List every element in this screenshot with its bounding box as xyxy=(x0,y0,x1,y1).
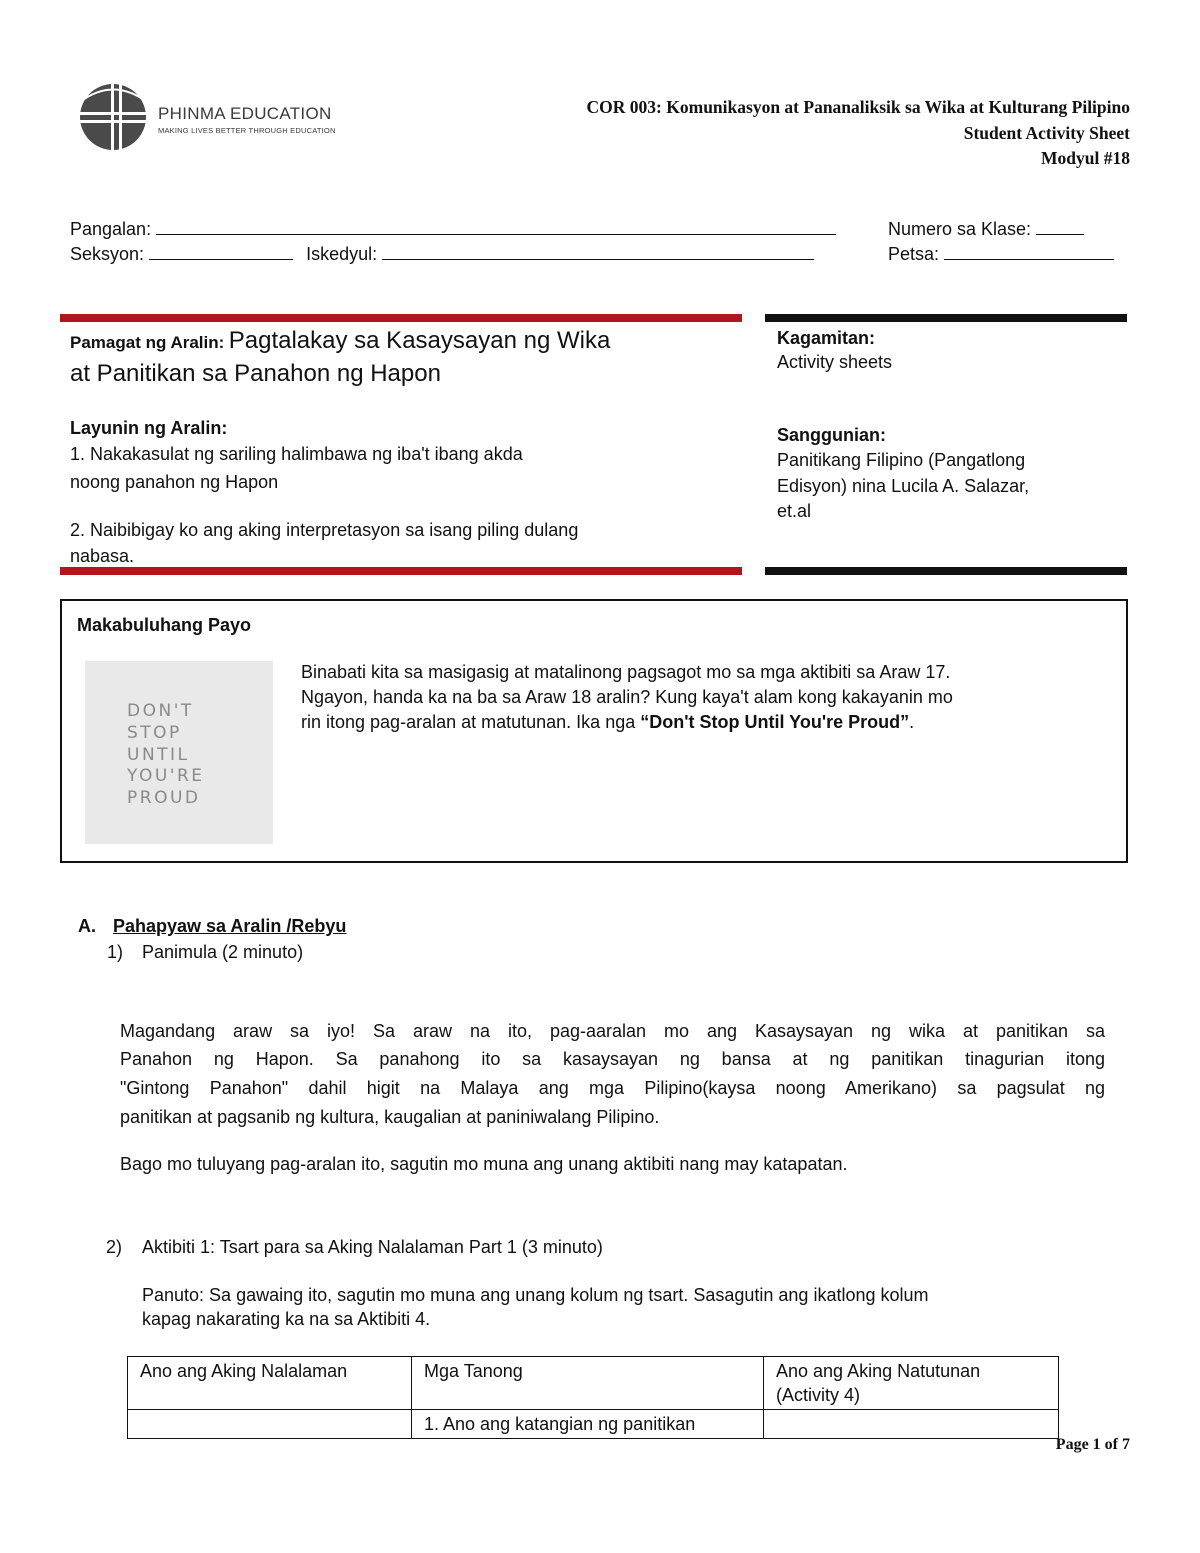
header-learned-line2: (Activity 4) xyxy=(776,1385,861,1405)
reference-line2: Edisyon) nina Lucila A. Salazar, xyxy=(777,476,1030,496)
materials-top-bar xyxy=(765,314,1127,322)
item-2-number: 2) xyxy=(106,1237,123,1257)
lesson-title-line2: at Panitikan sa Panahon ng Hapon xyxy=(70,360,441,387)
intro-para-line3: "Gintong Panahon" dahil higit na Malaya ang mga Pilipino(kaysa noong Amerikano) sa pagsulat ng xyxy=(120,1078,1105,1098)
objective-2-line2: nabasa. xyxy=(70,546,135,566)
class-number-field xyxy=(888,218,1084,240)
advice-line3-text: rin itong pag-aralan at matutunan. Ika nga xyxy=(301,712,641,732)
reference-line1: Panitikang Filipino (Pangatlong xyxy=(777,450,1026,470)
intro-para-line1: Magandang araw sa iyo! Sa araw na ito, pag-aaralan mo ang Kasaysayan ng wika at panitikan sa xyxy=(120,1021,1105,1041)
sheet-title: Student Activity Sheet xyxy=(963,123,1130,143)
lesson-title-label: Pamagat ng Aralin: xyxy=(70,333,225,352)
image-line-3: UNTIL xyxy=(127,745,190,765)
materials-label: Kagamitan: xyxy=(777,328,876,348)
objective-1-line2: noong panahon ng Hapon xyxy=(70,472,279,492)
instructions-line2: kapag nakarating ka na sa Aktibiti 4. xyxy=(142,1309,431,1329)
lesson-title xyxy=(70,326,610,392)
cell-question-1: 1. Ano ang katangian ng panitikan xyxy=(412,1410,764,1439)
advice-line2: Ngayon, handa ka na ba sa Araw 18 aralin? Kung kaya't alam kong kakayanin mo xyxy=(301,687,953,707)
intro-para-line2: Panahon ng Hapon. Sa panahong ito sa kasaysayan ng bansa at ng panitikan tinagurian itong xyxy=(120,1049,1105,1069)
name-blank[interactable] xyxy=(156,218,836,235)
date-blank[interactable] xyxy=(944,243,1114,260)
advice-quote: “Don't Stop Until You're Proud” xyxy=(640,712,910,732)
schedule-label: Iskedyul: xyxy=(306,244,378,264)
cell-learned-1[interactable] xyxy=(764,1410,1059,1439)
header-learned xyxy=(764,1357,1059,1410)
schedule-blank[interactable] xyxy=(382,243,814,260)
materials-value: Activity sheets xyxy=(777,352,893,372)
lesson-title-line1: Pagtalakay sa Kasaysayan ng Wika xyxy=(228,327,611,354)
logo-brand: PHINMA EDUCATION xyxy=(158,104,332,123)
name-field xyxy=(70,218,836,240)
kwl-chart-table xyxy=(127,1356,1059,1439)
section-a-letter: A. xyxy=(78,916,96,936)
image-line-5: PROUD xyxy=(127,788,201,808)
section-a-title: Pahapyaw sa Aralin /Rebyu xyxy=(113,916,347,936)
course-title: COR 003: Komunikasyon at Pananaliksik sa Wika at Kulturang Pilipino xyxy=(586,97,1130,117)
image-line-2: STOP xyxy=(127,723,182,743)
logo-tagline: MAKING LIVES BETTER THROUGH EDUCATION xyxy=(158,126,336,135)
section-blank[interactable] xyxy=(149,243,293,260)
name-label: Pangalan: xyxy=(70,219,152,239)
references-label: Sanggunian: xyxy=(777,425,886,445)
advice-line1: Binabati kita sa masigasig at matalinong pagsagot mo sa mga aktibiti sa Araw 17. xyxy=(301,662,951,682)
instructions-line1: Panuto: Sa gawaing ito, sagutin mo muna ang unang kolum ng tsart. Sasagutin ang ikatlong kolum xyxy=(142,1285,929,1305)
reference-line3: et.al xyxy=(777,501,812,521)
image-line-1: DON'T xyxy=(127,701,194,721)
lesson-top-bar xyxy=(60,314,742,322)
motivational-image xyxy=(85,661,273,844)
advice-title: Makabuluhang Payo xyxy=(77,615,252,635)
module-number: Modyul #18 xyxy=(1041,148,1130,168)
section-label: Seksyon: xyxy=(70,244,145,264)
advice-line3-end: . xyxy=(909,712,915,732)
intro-para2: Bago mo tuluyang pag-aralan ito, sagutin mo muna ang unang aktibiti nang may katapatan. xyxy=(120,1154,848,1174)
class-number-blank[interactable] xyxy=(1036,218,1084,235)
objective-2-line1: 2. Naibibigay ko ang aking interpretasyon sa isang piling dulang xyxy=(70,520,579,540)
item-2-title: Aktibiti 1: Tsart para sa Aking Nalalaman Part 1 (3 minuto) xyxy=(142,1237,603,1257)
lesson-bottom-bar xyxy=(60,567,742,575)
table-row xyxy=(128,1410,1059,1439)
advice-line3 xyxy=(301,709,914,735)
cell-know-1[interactable] xyxy=(128,1410,412,1439)
header-questions: Mga Tanong xyxy=(412,1357,764,1410)
objective-1-line1: 1. Nakakasulat ng sariling halimbawa ng iba't ibang akda xyxy=(70,444,523,464)
materials-bottom-bar xyxy=(765,567,1127,575)
intro-para-line4: panitikan at pagsanib ng kultura, kaugalian at paniniwalang Pilipino. xyxy=(120,1107,660,1127)
image-line-4: YOU'RE xyxy=(127,766,205,786)
page-number: Page 1 of 7 xyxy=(1055,1436,1130,1453)
header-know: Ano ang Aking Nalalaman xyxy=(128,1357,412,1410)
date-label: Petsa: xyxy=(888,244,940,264)
item-1-number: 1) xyxy=(107,942,124,962)
date-field xyxy=(888,243,1114,265)
class-number-label: Numero sa Klase: xyxy=(888,219,1032,239)
item-1-title: Panimula (2 minuto) xyxy=(142,942,304,962)
header-learned-line1: Ano ang Aking Natutunan xyxy=(776,1361,981,1381)
objectives-label: Layunin ng Aralin: xyxy=(70,418,228,438)
table-header-row xyxy=(128,1357,1059,1410)
section-field xyxy=(70,243,814,265)
